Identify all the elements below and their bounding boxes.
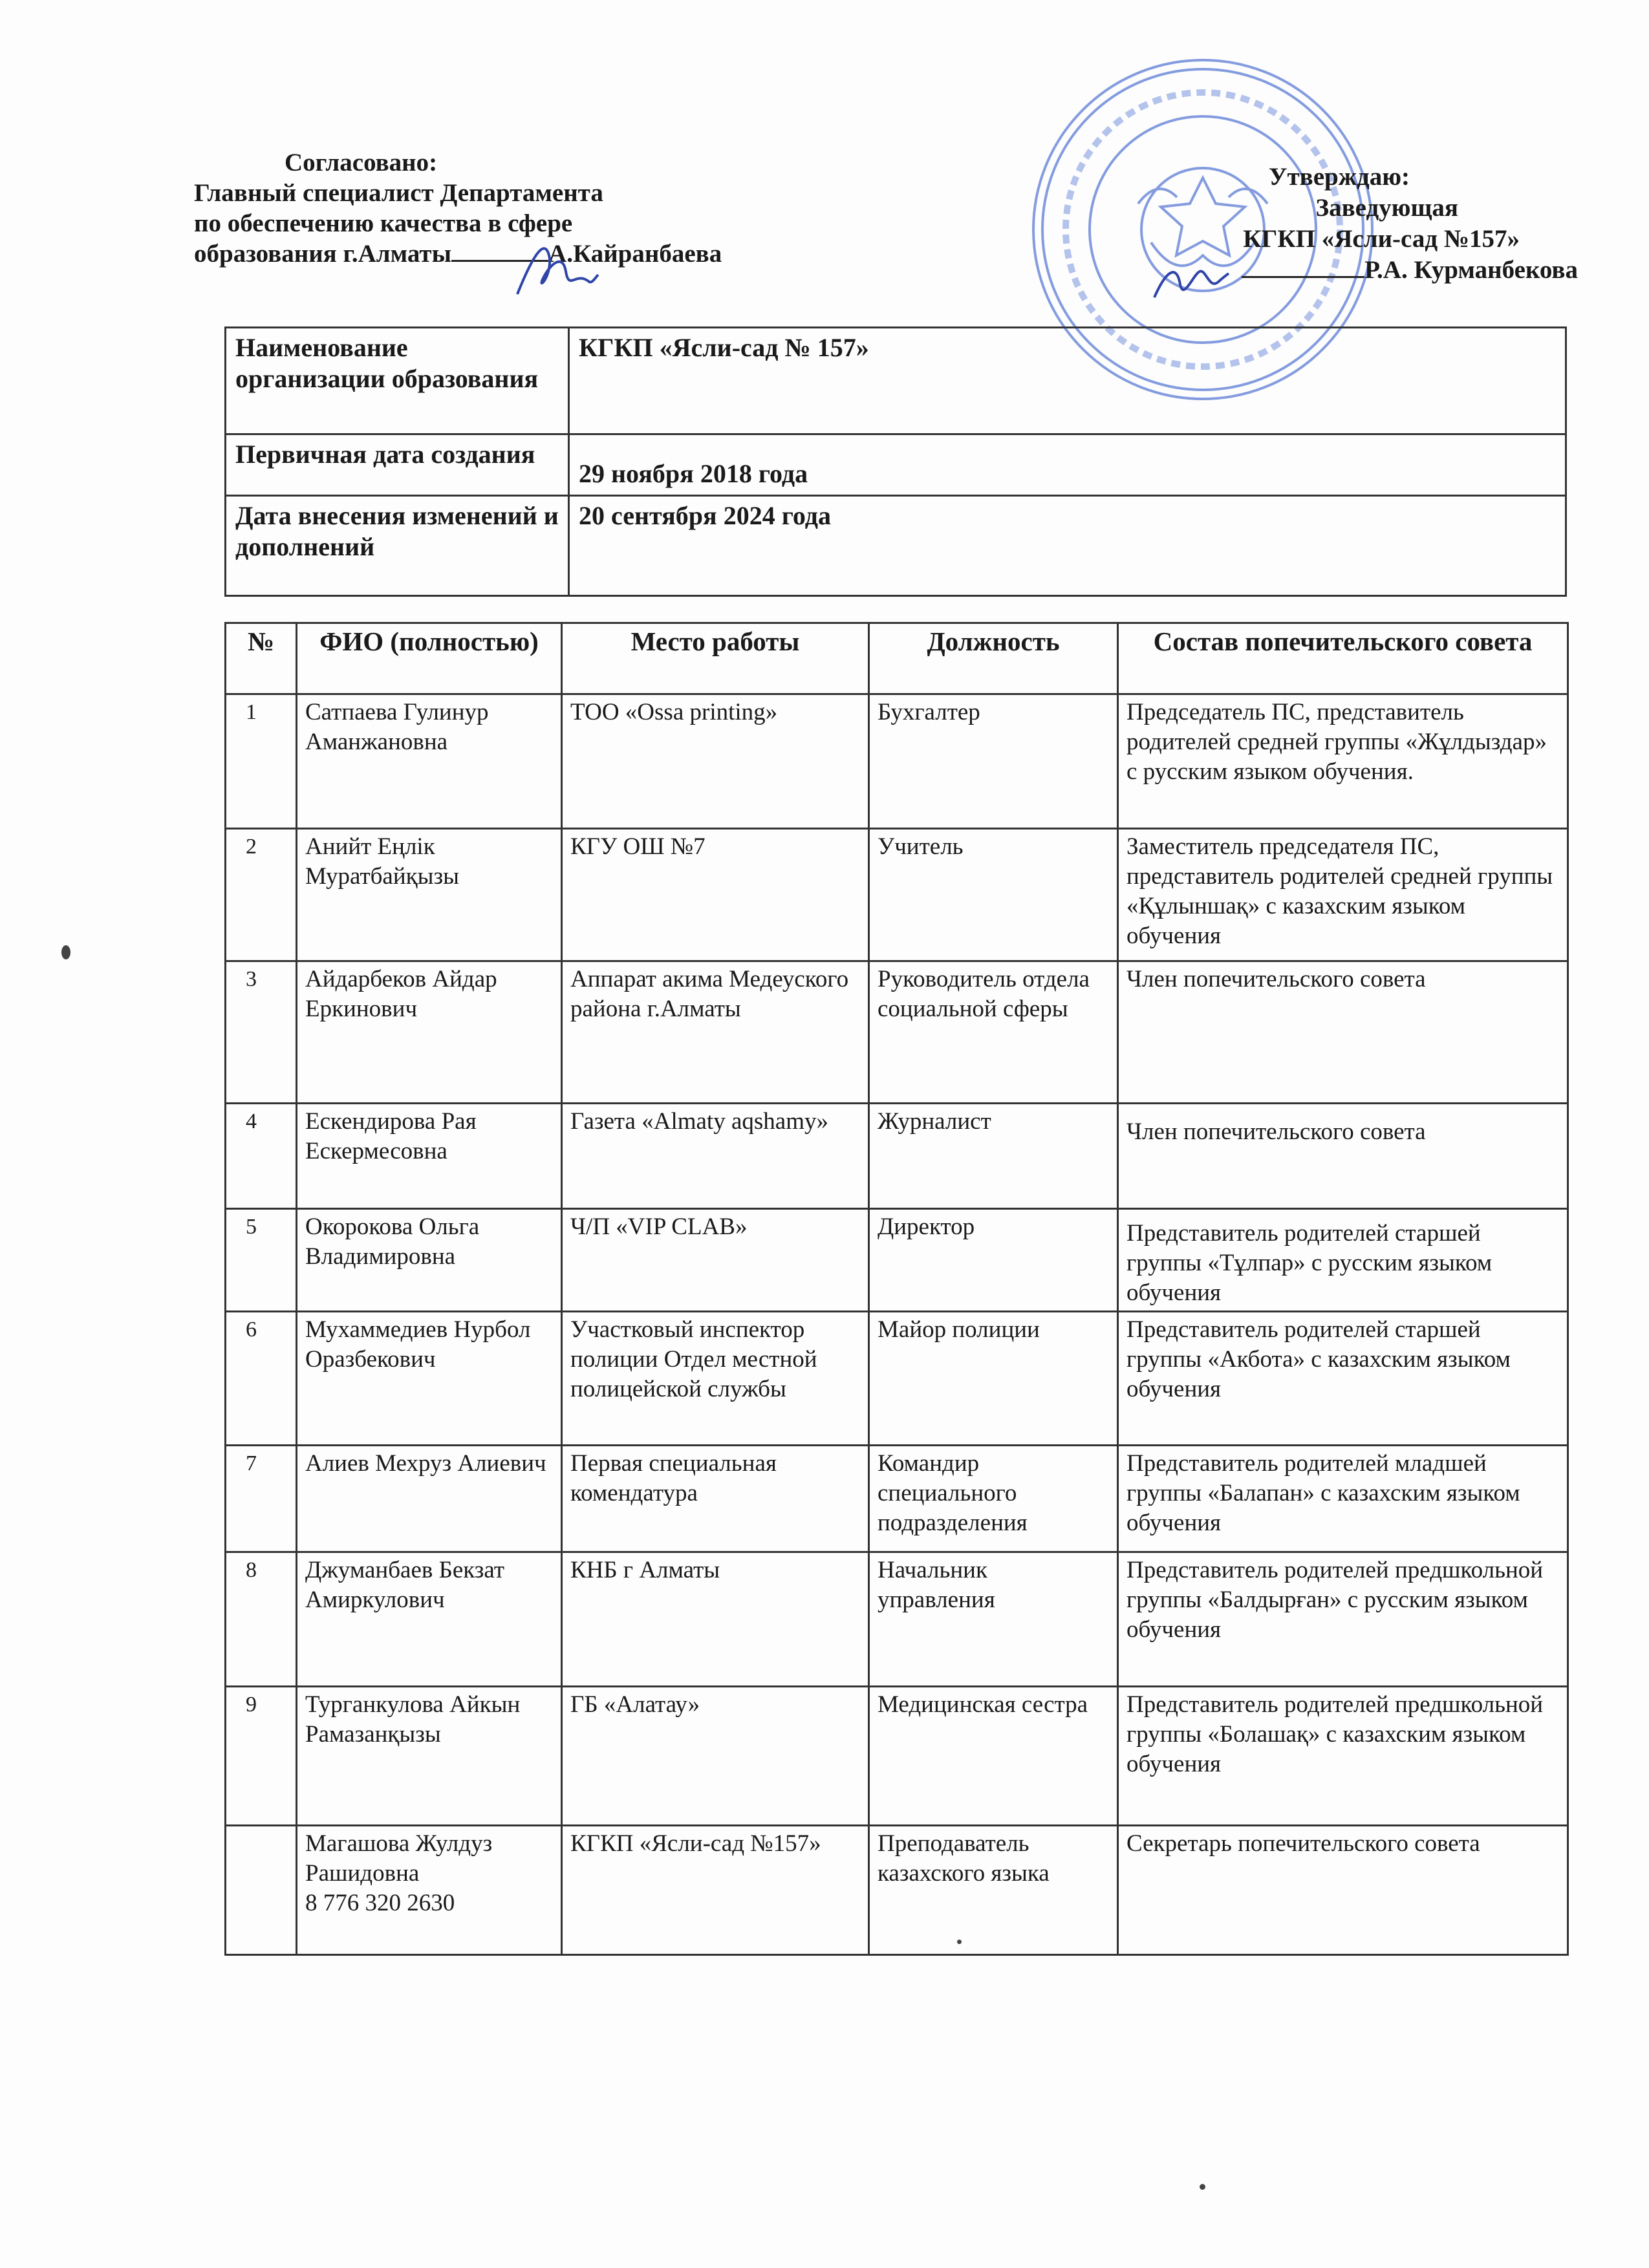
approve-name: Р.А. Курманбекова [1364, 256, 1578, 284]
row-role: Представитель родителей младшей группы «Балапан» с казахским языком обучения [1118, 1446, 1568, 1552]
table-row [226, 961, 1568, 1104]
table-row [226, 1104, 1568, 1209]
row-name: Анийт Еңлік Муратбайқызы [297, 829, 562, 961]
row-name: Турганкулова Айкын Рамазанқызы [297, 1687, 562, 1826]
row-position: Майор полиции [869, 1312, 1118, 1446]
row-role: Заместитель председателя ПС, представитель родителей средней группы «Құлыншақ» с казахским языком обучения [1118, 829, 1568, 961]
approve-signature [1148, 255, 1232, 307]
row-num: 1 [226, 694, 297, 829]
board-members-table [224, 622, 1569, 1956]
agreed-line-3 [194, 239, 776, 269]
row-role: Представитель родителей старшей группы «Акбота» с казахским языком обучения [1118, 1312, 1568, 1446]
approve-name-line [1061, 255, 1578, 286]
table-row [226, 1446, 1568, 1552]
secretary-position: Преподаватель казахского языка [869, 1826, 1118, 1955]
org-value: КГКП «Ясли-сад № 157» [569, 328, 1566, 434]
row-num: 8 [226, 1552, 297, 1687]
row-position: Журналист [869, 1104, 1118, 1209]
approve-org: КГКП «Ясли-сад №157» [1243, 225, 1520, 253]
table-row [226, 1552, 1568, 1687]
table-row [226, 694, 1568, 829]
changed-label: Дата внесения изменений и дополнений [226, 496, 569, 596]
approve-signature-line [1242, 276, 1364, 278]
table-row [226, 1687, 1568, 1826]
row-work: КНБ г Алматы [562, 1552, 869, 1687]
table-header-row [226, 623, 1568, 694]
row-work: КГУ ОШ №7 [562, 829, 869, 961]
row-role: Представитель родителей предшкольной группы «Болашақ» с казахским языком обучения [1118, 1687, 1568, 1826]
row-name: Алиев Мехруз Алиевич [297, 1446, 562, 1552]
row-role: Член попечительского совета [1118, 961, 1568, 1104]
secretary-work: КГКП «Ясли-сад №157» [562, 1826, 869, 1955]
scan-speck [61, 945, 70, 959]
row-role: Председатель ПС, представитель родителей средней группы «Жұлдыздар» с русским языком обучения. [1118, 694, 1568, 829]
created-label: Первичная дата создания [226, 434, 569, 496]
created-value: 29 ноября 2018 года [569, 434, 1566, 496]
changed-row [226, 496, 1566, 596]
table-row [226, 1312, 1568, 1446]
secretary-phone: 8 776 320 2630 [305, 1890, 455, 1916]
row-num: 7 [226, 1446, 297, 1552]
agreed-block [194, 147, 776, 269]
row-num: 5 [226, 1209, 297, 1312]
row-position: Руководитель отдела социальной сферы [869, 961, 1118, 1104]
approve-title: Утверждаю: [1268, 163, 1410, 191]
row-num-empty [226, 1826, 297, 1955]
row-position: Командир специального подразделения [869, 1446, 1118, 1552]
scan-speck [957, 1940, 962, 1944]
row-num: 9 [226, 1687, 297, 1826]
org-row [226, 328, 1566, 434]
secretary-name-cell [297, 1826, 562, 1955]
row-num: 4 [226, 1104, 297, 1209]
secretary-role: Секретарь попечительского совета [1118, 1826, 1568, 1955]
changed-value: 20 сентября 2024 года [569, 496, 1566, 596]
row-work: Ч/П «VIP CLAB» [562, 1209, 869, 1312]
row-work: Первая специальная комендатура [562, 1446, 869, 1552]
created-row [226, 434, 1566, 496]
row-position: Начальник управления [869, 1552, 1118, 1687]
row-name: Окорокова Ольга Владимировна [297, 1209, 562, 1312]
row-position: Бухгалтер [869, 694, 1118, 829]
header-num: № [226, 623, 297, 694]
row-work: Аппарат акима Медеуского района г.Алматы [562, 961, 869, 1104]
row-work: ТОО «Ossa printing» [562, 694, 869, 829]
header-name: ФИО (полностью) [297, 623, 562, 694]
row-position: Директор [869, 1209, 1118, 1312]
row-name: Айдарбеков Айдар Еркинович [297, 961, 562, 1104]
row-name: Ескендирова Рая Ескермесовна [297, 1104, 562, 1209]
table-row [226, 829, 1568, 961]
row-role: Член попечительского совета [1118, 1104, 1568, 1209]
table-row [226, 1209, 1568, 1312]
row-name: Сатпаева Гулинур Аманжановна [297, 694, 562, 829]
approve-position: Заведующая [1315, 194, 1458, 222]
row-position: Медицинская сестра [869, 1687, 1118, 1826]
agreed-signature [511, 233, 601, 304]
header-role: Состав попечительского совета [1118, 623, 1568, 694]
header-work: Место работы [562, 623, 869, 694]
row-name: Джуманбаев Бекзат Амиркулович [297, 1552, 562, 1687]
header-position: Должность [869, 623, 1118, 694]
row-role: Представитель родителей старшей группы «Тұлпар» с русским языком обучения [1118, 1209, 1568, 1312]
row-work: Участковый инспектор полиции Отдел местной полицейской службы [562, 1312, 869, 1446]
agreed-line-1: Главный специалист Департамента [194, 179, 603, 207]
agreed-line-2: по обеспечению качества в сфере [194, 209, 573, 237]
row-position: Учитель [869, 829, 1118, 961]
org-label: Наименование организации образования [226, 328, 569, 434]
secretary-name: Магашова Жулдуз Рашидовна [305, 1830, 493, 1887]
row-num: 3 [226, 961, 297, 1104]
row-work: ГБ «Алатау» [562, 1687, 869, 1826]
agreed-name: А.Кайранбаева [548, 240, 722, 268]
row-role: Представитель родителей предшкольной группы «Балдырған» с русским языком обучения [1118, 1552, 1568, 1687]
table-row-secretary [226, 1826, 1568, 1955]
scan-speck [1200, 2184, 1205, 2190]
agreed-title: Согласовано: [285, 149, 438, 177]
row-num: 2 [226, 829, 297, 961]
row-work: Газета «Almaty aqshamy» [562, 1104, 869, 1209]
row-name: Мухаммедиев Нурбол Оразбекович [297, 1312, 562, 1446]
organization-info-table [224, 326, 1567, 597]
row-num: 6 [226, 1312, 297, 1446]
approve-block [1061, 162, 1578, 286]
agreed-city: образования г.Алматы [194, 240, 452, 268]
